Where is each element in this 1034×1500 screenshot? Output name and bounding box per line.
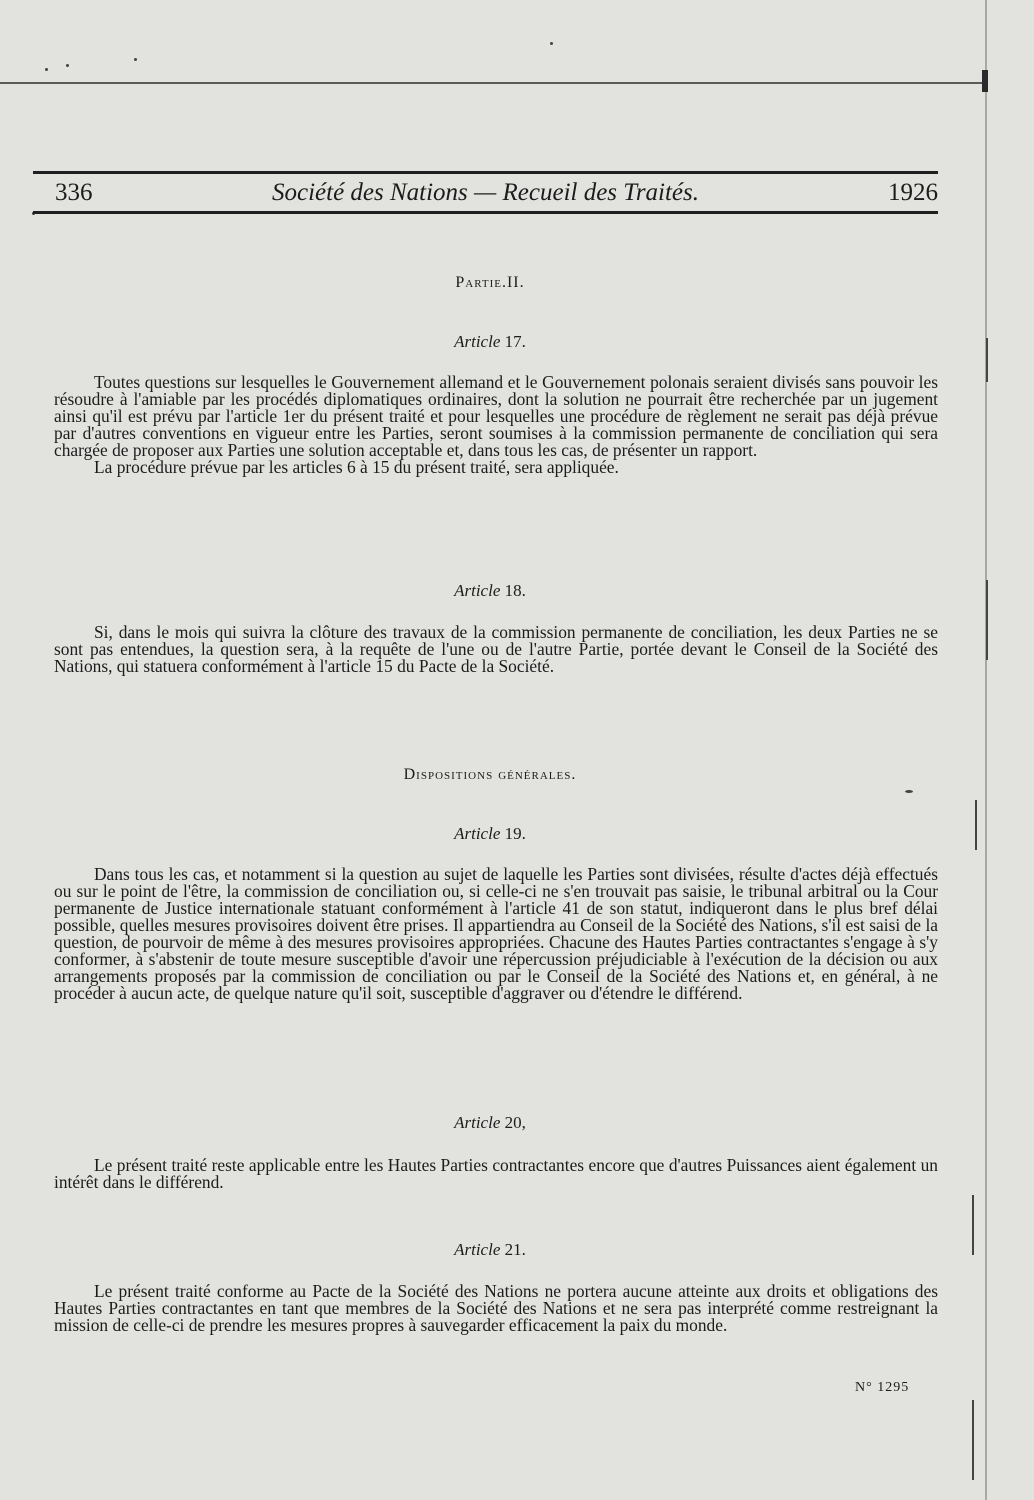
article-label: Article bbox=[454, 1240, 501, 1259]
publication-year: 1926 bbox=[888, 179, 938, 206]
article-17-heading bbox=[0, 332, 980, 352]
article-18-body bbox=[54, 624, 938, 675]
article-19-paragraph-1: Dans tous les cas, et notamment si la question au sujet de laquelle les Parties sont divisées, résulte d'actes déjà effectués ou sur le point de l'être, la commission de conciliation ou, si celle-ci ne s'en trouvait pas saisie, le tribunal arbitral ou la Cour permanente de Justice internationale statuant conformément à l'article 41 de son statut, indiqueront dans le plus bref délai possible, quelles mesures provisoires doivent être prises. Il appartiendra au Conseil de la Société des Nations, s'il est saisi de la question, de pourvoir de même à des mesures provisoires appropriées. Chacune des Hautes Parties contractantes s'engage à s'y conformer, à s'abstenir de toute mesure susceptible d'avoir une répercussion préjudiciable à l'exécution de la décision ou aux arrangements proposés par la commission de conciliation ou par le Conseil de la Société des Nations et, en général, à ne procéder à aucun acte, de quelque nature qu'il soit, susceptible d'aggraver ou d'étendre le différend. bbox=[54, 864, 938, 1003]
scan-speck bbox=[550, 42, 553, 45]
article-19-body bbox=[54, 866, 938, 1002]
article-number: 18. bbox=[504, 581, 526, 600]
treaty-number: N° 1295 bbox=[855, 1380, 910, 1395]
article-17-paragraph-1: Toutes questions sur lesquelles le Gouvernement allemand et le Gouvernement polonais seraient divisés sans pouvoir les résoudre à l'amiable par les procédés diplomatiques ordinaires, dont la solution ne pourrait être recherchée par un jugement ainsi qu'il est prévu par l'article 1er du présent traité et pour lesquelles une procédure de règlement ne serait pas déjà prévue par d'autres conventions en vigueur entre les Parties, seront soumises à la commission permanente de conciliation qui sera chargée de proposer aux Parties une solution acceptable et, dans tous les cas, de présenter un rapport. bbox=[54, 372, 938, 460]
article-label: Article bbox=[454, 824, 501, 843]
scan-speck bbox=[45, 68, 48, 71]
article-18-heading bbox=[0, 581, 980, 601]
article-17-paragraph-2: La procédure prévue par les articles 6 à 15 du présent traité, sera appliquée. bbox=[94, 457, 619, 477]
publication-title: Société des Nations — Recueil des Traités. bbox=[271, 179, 700, 206]
article-20-paragraph-1: Le présent traité reste applicable entre les Hautes Parties contractantes encore que d'autres Puissances aient également un intérêt dans le différend. bbox=[54, 1155, 938, 1192]
scan-speck bbox=[134, 58, 137, 61]
scan-edge-mark bbox=[982, 70, 988, 92]
header-rule-bottom bbox=[33, 211, 938, 214]
article-19-heading bbox=[0, 824, 980, 844]
article-label: Article bbox=[454, 1113, 501, 1132]
general-provisions-heading: Dispositions générales. bbox=[403, 766, 577, 783]
margin-mark bbox=[972, 1400, 974, 1480]
article-17-body bbox=[54, 374, 938, 476]
scan-edge-top bbox=[0, 82, 985, 84]
article-21-paragraph-1: Le présent traité conforme au Pacte de la Société des Nations ne portera aucune atteinte aux droits et obligations des Hautes Parties contractantes en tant que membres de la Société des Nations et ne sera pas interprété comme restreignant la mission de celle-ci de prendre les mesures propres à sauvegarder efficacement la paix du monde. bbox=[54, 1281, 938, 1335]
article-number: 21. bbox=[504, 1240, 526, 1259]
running-header bbox=[33, 171, 938, 215]
article-20-body bbox=[54, 1157, 938, 1191]
article-20-heading bbox=[0, 1113, 980, 1133]
article-label: Article bbox=[454, 332, 501, 351]
article-number: 17. bbox=[504, 332, 526, 351]
margin-mark bbox=[986, 580, 988, 660]
article-number: 19. bbox=[504, 824, 526, 843]
article-21-body bbox=[54, 1283, 938, 1334]
page-number: 336 bbox=[55, 179, 93, 206]
margin-mark bbox=[986, 338, 988, 382]
header-rule-top bbox=[33, 171, 938, 174]
article-21-heading bbox=[0, 1240, 980, 1260]
scan-edge-right bbox=[985, 0, 987, 1500]
article-label: Article bbox=[454, 581, 501, 600]
article-18-paragraph-1: Si, dans le mois qui suivra la clôture des travaux de la commission permanente de conciliation, les deux Parties ne se sont pas entendues, la question sera, à la requête de l'une ou de l'autre Partie, portée devant le Conseil de la Société des Nations, qui statuera conformément à l'article 15 du Pacte de la Société. bbox=[54, 622, 938, 676]
scan-speck bbox=[66, 64, 69, 67]
scan-speck bbox=[905, 790, 913, 793]
article-number: 20, bbox=[504, 1113, 526, 1132]
part-heading: Partie.II. bbox=[455, 274, 525, 291]
